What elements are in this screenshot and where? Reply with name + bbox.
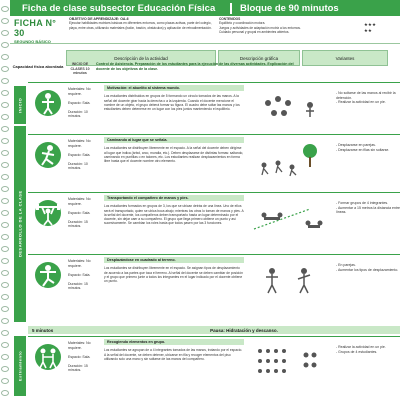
space: Espacio: Sala. <box>68 354 91 359</box>
balance-figure-icon <box>32 259 64 291</box>
content-item-3: Cuidado personal y grupal en ambientes abiertos. <box>219 29 290 34</box>
activity-variants: - Formar grupos de 4 integrantes. - Aumentar a 15 metros la distancia entre líneas. <box>336 201 400 215</box>
materials: Materiales: No requiere. <box>68 341 91 350</box>
activity-variants: - Realizar la actividad en un pie. - Grupos de 4 estudiantes. <box>336 345 386 354</box>
stars-1: ★★★ <box>363 22 376 27</box>
activity-row-4 <box>28 254 400 302</box>
sheet-title: Ficha de clase subsector Educación Física <box>22 2 216 14</box>
stars-2: ★★ <box>363 28 372 33</box>
activity-description <box>104 195 244 226</box>
activity-body: Los estudiantes formados en grupos de 3, los que se ubican detrás de una línea. Uno de ellos será el transportado, quien se ubica boca abajo; mientras los otros lo toman de manos y pies. A la señal del docente, los compañeros deben transportarlo hasta un lugar determinado por el docente, sin dejar caer a su compañero. El grupo que llega primero obtiene un punto y así sucesivamente. Se cambian los roles hasta que todos pasen por las 3 funciones. <box>104 204 244 226</box>
activity-title: Recogiendo elementos en grupo. <box>104 339 244 345</box>
activity-meta <box>68 197 98 229</box>
contents-label: CONTENIDOS <box>219 17 241 21</box>
circle-game-graphic <box>250 91 330 127</box>
content-item-1: Equilibrio y coordinación motora. <box>219 21 266 26</box>
capacity-label: Capacidad física abordada <box>12 64 64 69</box>
break-duration: 5 minutos <box>32 327 54 333</box>
materials: Materiales: No requiere. <box>68 87 91 96</box>
col-variants: Variantes <box>302 50 388 66</box>
materials: Materiales: No requiere. <box>68 259 91 268</box>
running-figure-icon <box>32 139 64 171</box>
phase-inicio: INICIO <box>14 86 26 124</box>
activity-title: Caminando al lugar que se señala. <box>104 137 244 143</box>
hydration-break <box>28 326 400 334</box>
activity-meta <box>68 87 98 119</box>
space: Espacio: Sala. <box>68 100 91 105</box>
sheet-header <box>10 16 400 44</box>
duration: Duración: 10 minutos. <box>68 161 88 170</box>
activity-row-3 <box>28 192 400 254</box>
content-item-2: Juegos y actividades de adaptación motriz a los entornos. <box>219 25 301 30</box>
activity-body: Los estudiantes se agrupan de a 4 integrantes tomados de las manos, trotando por el espacio. A la señal del docente, se deben detener, ubicarse en fila y recoger elementos del piso utilizando solo una mano y sin soltarse de las manos del compañero. <box>104 348 243 361</box>
activity-row-1 <box>28 82 400 134</box>
duration: Duración: 15 minutos. <box>68 219 88 228</box>
objective-text: Ejecutar habilidades motrices básicas en diferentes entornos, como plazas activas, parte del colegio, playa, entre otras, utilizando materiales (balón, bastón, obstáculos) y aplicación de retroalimentación. <box>69 21 212 30</box>
activity-title: Desplazándose en cuadrado al terreno. <box>104 257 244 263</box>
space: Espacio: Sala. <box>68 210 91 215</box>
activity-meta <box>68 139 98 171</box>
lesson-sheet <box>10 0 400 400</box>
activity-meta <box>68 341 98 373</box>
space: Espacio: Sala. <box>68 272 91 277</box>
duration: Duración: 15 minutos. <box>68 363 88 372</box>
weightlifter-icon <box>32 197 64 229</box>
col-description: Descripción de la actividad <box>66 50 216 66</box>
duration: Duración: 15 minutos. <box>68 281 88 290</box>
activity-variants: - Desplazarse en parejas. - Desplazarse en filas sin soltarse. <box>336 143 390 152</box>
space: Espacio: Sala. <box>68 152 91 157</box>
activity-row-2 <box>28 134 400 192</box>
activity-meta <box>68 259 98 291</box>
materials: Materiales: No requiere. <box>68 197 91 206</box>
activity-description <box>104 137 244 163</box>
phase-desarrollo: DESARROLLO DE LA CLASE <box>14 126 26 322</box>
contents-block <box>216 16 400 43</box>
activity-description <box>104 339 244 361</box>
phase-estiramiento: Estiramiento <box>14 336 26 396</box>
spiral-binding <box>0 0 10 400</box>
ficha-number: FICHA N° 30 <box>14 18 57 38</box>
materials: Materiales: No requiere. <box>68 139 91 148</box>
activity-title: Transportando el compañero de manos y pies. <box>104 195 244 201</box>
activity-variants: - No soltarse de las manos al recibir la detención. - Realizar la actividad en un pie. <box>336 91 396 105</box>
start-label: INICIO DE CLASES 10 minutos <box>70 62 90 75</box>
activity-description <box>104 257 244 283</box>
grade-level: SEGUNDO BÁSICO <box>14 39 51 44</box>
objective-label: OBJETIVO DE APRENDIZAJE: OA-6 <box>69 17 129 21</box>
activity-body: Los estudiantes se distribuyen libremente en el espacio. A la señal del docente deben dirigirse al lugar que indica (árbol, arco, muralla, etc.). Deben desplazarse de distintas formas: saltando, caminando en puntillas o en talones, etc. Los estudiantes realizan desplazamientos en forma libre hasta que el docente nombre otro elemento. <box>104 146 244 164</box>
activity-description <box>104 85 244 111</box>
learning-objective <box>66 16 216 43</box>
carry-partner-graphic <box>250 201 330 237</box>
group-walk-icon <box>32 341 64 373</box>
activity-body: Los estudiantes se distribuyen libremente en el espacio. Se asignan tipos de desplazamiento de acuerdo a las partes que toca el terreno. Al señal del docente se deben cambiar de posición y el grupo que primero junte a todos los integrantes en el lugar indicado por el docente obtiene un punto. <box>104 266 243 284</box>
tree-running-graphic <box>250 143 330 179</box>
activity-row-5 <box>28 336 400 400</box>
break-text: Pausa: Hidratación y descanso. <box>210 327 278 333</box>
rating-stars <box>364 22 376 34</box>
control-text: Control de Asistencia. Preparación de los estudiantes para la ejecución de las diversas actividades. Explicación del docente de los objetivos de la clase. <box>96 62 294 71</box>
col-graphic: Descripción gráfica <box>218 50 300 66</box>
groups-formation-graphic <box>250 345 330 381</box>
ficha-block <box>10 16 66 43</box>
duration: Duración: 10 minutos. <box>68 109 88 118</box>
movement-figures-graphic <box>250 263 330 299</box>
activity-body: Los estudiantes distribuidos en grupos de 5 formando un círculo tomados de las manos. A la señal del docente girar hacia la derecha o a la izquierda. Cuando el docente mencione el nombre de un objeto, el grupo deberá formar su figura. El cuadro debe soltar las manos y los estudiantes deben detenerse en un lugar con los pies juntos manteniendo el equilibrio. <box>104 94 240 112</box>
activity-title: Motivación: el abuelito al sistema mundo. <box>104 85 244 91</box>
coordination-figure-icon <box>32 87 64 119</box>
block-duration: Bloque de 90 minutos <box>230 3 339 14</box>
top-banner <box>10 0 400 16</box>
activity-variants: - En parejas. - Aumentar los tipos de desplazamiento. <box>336 263 399 272</box>
